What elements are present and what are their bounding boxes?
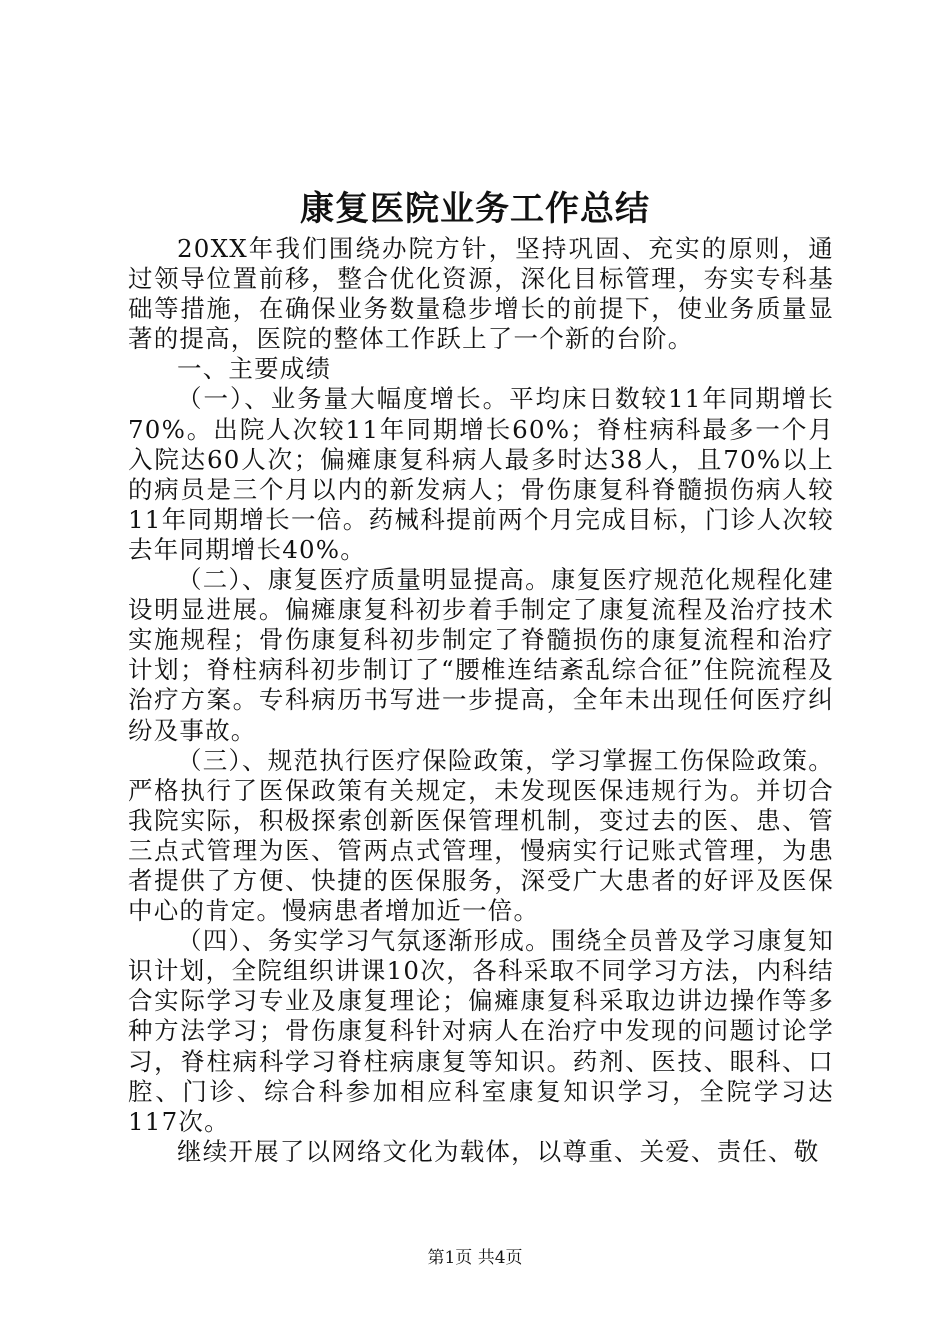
document-title: 康复医院业务工作总结 bbox=[300, 189, 650, 229]
paragraph-item-2: （二）、康复医疗质量明显提高。康复医疗规范化规程化建设明显进展。偏瘫康复科初步着手制定了康复流程及治疗技术实施规程；骨伤康复科初步制定了脊髓损伤的康复流程和治疗计划；脊柱病科初步制订了“腰椎连结紊乱综合征”住院流程及治疗方案。专科病历书写进一步提高，全年未出现任何医疗纠纷及事故。 bbox=[128, 565, 834, 745]
page-footer: 第1页 共4页 bbox=[427, 1248, 523, 1268]
section-heading: 一、主要成绩 bbox=[177, 354, 332, 384]
document-body bbox=[128, 234, 834, 1167]
paragraph-item-3: （三）、规范执行医疗保险政策，学习掌握工伤保险政策。严格执行了医保政策有关规定，未发现医保违规行为。并切合我院实际，积极探索创新医保管理机制，变过去的医、患、管三点式管理为医、管两点式管理，慢病实行记账式管理，为患者提供了方便、快捷的医保服务，深受广大患者的好评及医保中心的肯定。慢病患者增加近一倍。 bbox=[128, 745, 834, 926]
paragraph-item-1: （一）、业务量大幅度增长。平均床日数较11年同期增长70%。出院人次较11年同期增长60%；脊柱病科最多一个月入院达60人次；偏瘫康复科病人最多时达38人，且70%以上的病员是三个月以内的新发病人；骨伤康复科脊髓损伤病人较11年同期增长一倍。药械科提前两个月完成目标，门诊人次较去年同期增长40%。 bbox=[128, 384, 834, 564]
paragraph-item-4: （四）、务实学习气氛逐渐形成。围绕全员普及学习康复知识计划，全院组织讲课10次，各科采取不同学习方法，内科结合实际学习专业及康复理论；偏瘫康复科采取边讲边操作等多种方法学习；骨伤康复科针对病人在治疗中发现的问题讨论学习，脊柱病科学习脊柱病康复等知识。药剂、医技、眼科、口腔、门诊、综合科参加相应科室康复知识学习，全院学习达117次。 bbox=[128, 926, 834, 1136]
paragraph-intro: 20XX年我们围绕办院方针，坚持巩固、充实的原则，通过领导位置前移，整合优化资源，深化目标管理，夯实专科基础等措施，在确保业务数量稳步增长的前提下，使业务质量显著的提高，医院的整体工作跃上了一个新的台阶。 bbox=[128, 234, 834, 354]
paragraph-continued: 继续开展了以网络文化为载体，以尊重、关爱、责任、敬 bbox=[177, 1136, 820, 1166]
